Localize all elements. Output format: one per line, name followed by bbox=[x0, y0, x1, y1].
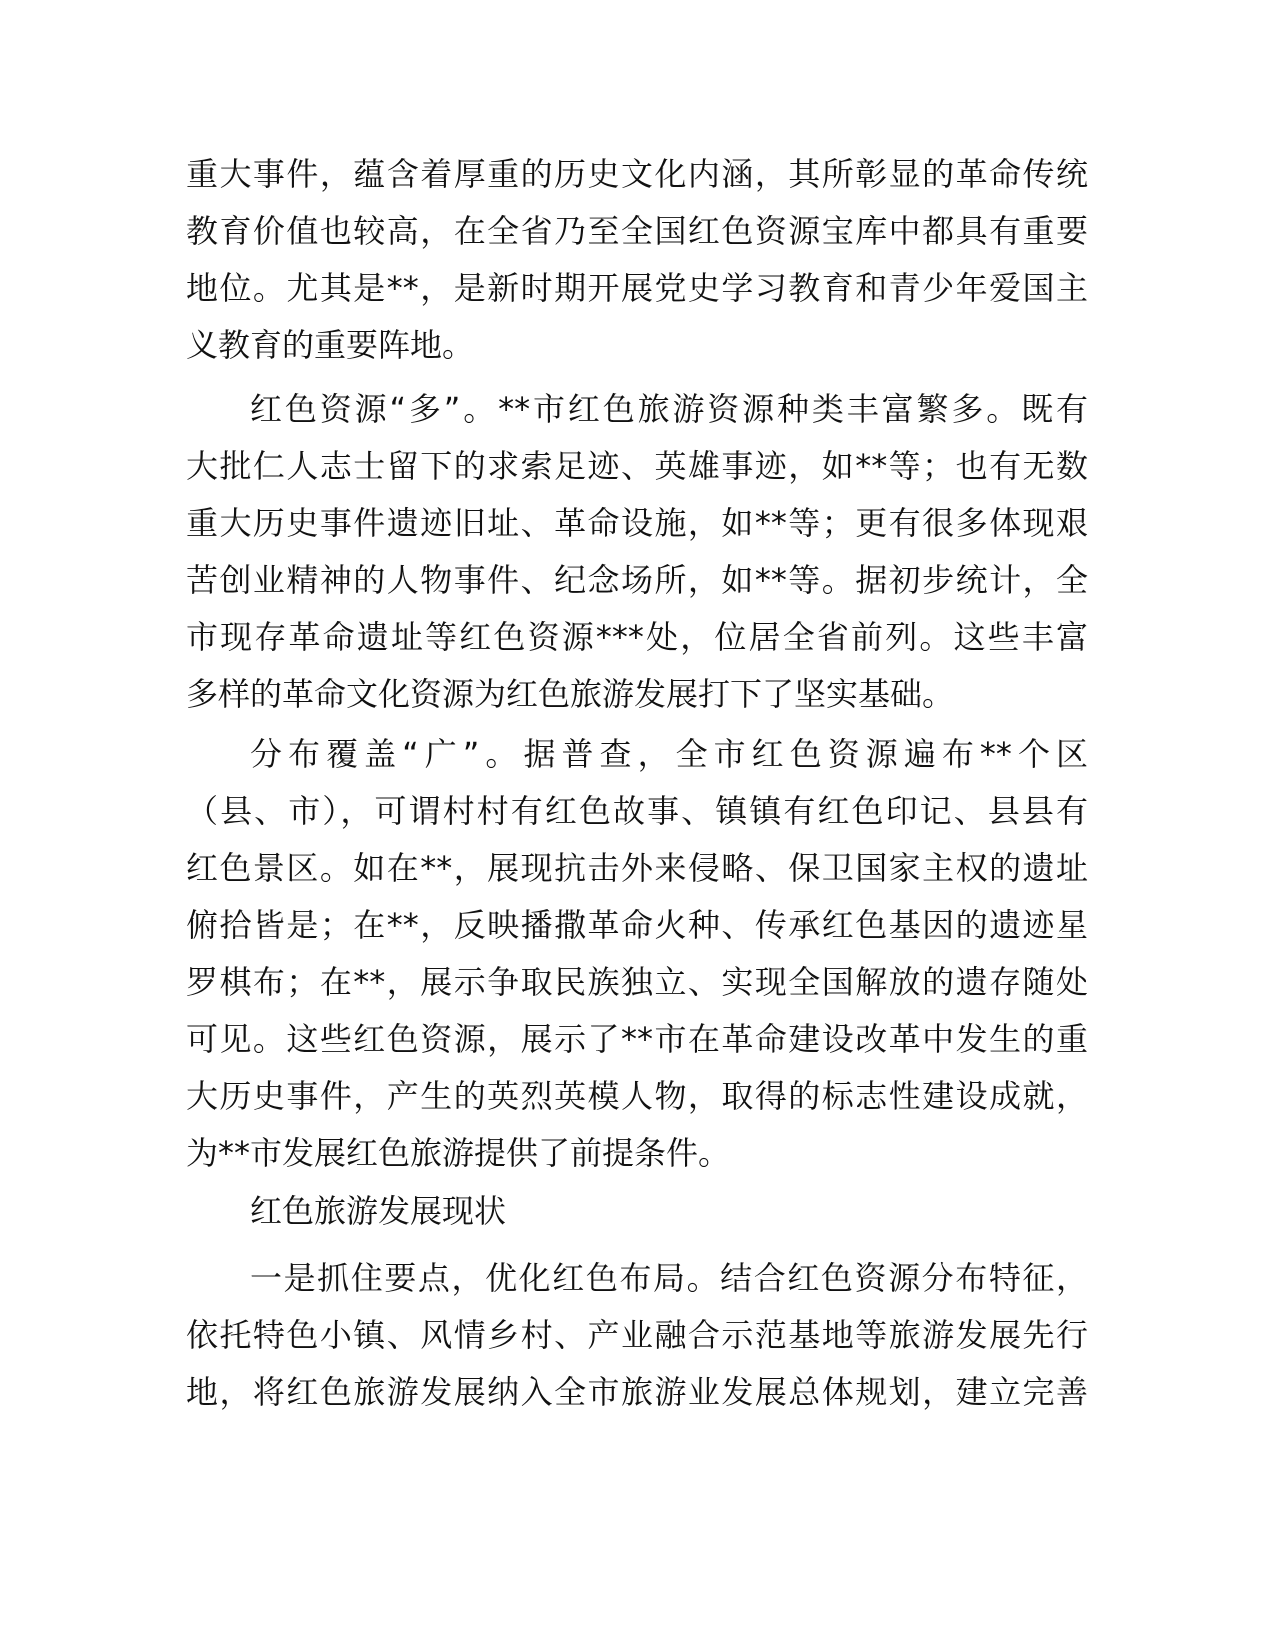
paragraph-2-line-1: 红色资源“多”。**市红色旅游资源种类丰富繁多。既有 bbox=[250, 390, 1088, 428]
paragraph-1-line-1: 重大事件，蕴含着厚重的历史文化内涵，其所彰显的革命传统 bbox=[186, 155, 1088, 193]
paragraph-2-line-2: 大批仁人志士留下的求索足迹、英雄事迹，如**等；也有无数 bbox=[186, 447, 1088, 485]
paragraph-3-line-4: 俯拾皆是；在**，反映播撒革命火种、传承红色基因的遗迹星 bbox=[186, 906, 1088, 944]
paragraph-3-line-2: （县、市），可谓村村有红色故事、镇镇有红色印记、县县有 bbox=[186, 792, 1088, 830]
paragraph-2-line-3: 重大历史事件遗迹旧址、革命设施，如**等；更有很多体现艰 bbox=[186, 504, 1088, 542]
paragraph-3-line-1: 分布覆盖“广”。据普查，全市红色资源遍布**个区 bbox=[250, 735, 1088, 773]
paragraph-1-line-3: 地位。尤其是**，是新时期开展党史学习教育和青少年爱国主 bbox=[186, 269, 1088, 307]
paragraph-3-line-3: 红色景区。如在**，展现抗击外来侵略、保卫国家主权的遗址 bbox=[186, 849, 1088, 887]
paragraph-1-line-2: 教育价值也较高，在全省乃至全国红色资源宝库中都具有重要 bbox=[186, 212, 1088, 250]
section-heading-text: 红色旅游发展现状 bbox=[250, 1192, 507, 1230]
paragraph-3 bbox=[186, 726, 1088, 1182]
paragraph-3-line-8: 为**市发展红色旅游提供了前提条件。 bbox=[186, 1134, 731, 1172]
paragraph-3-line-5: 罗棋布；在**，展示争取民族独立、实现全国解放的遗存随处 bbox=[186, 963, 1088, 1001]
paragraph-4-line-2: 依托特色小镇、风情乡村、产业融合示范基地等旅游发展先行 bbox=[186, 1316, 1088, 1354]
paragraph-4-line-3: 地，将红色旅游发展纳入全市旅游业发展总体规划，建立完善 bbox=[186, 1373, 1088, 1411]
paragraph-1-line-4: 义教育的重要阵地。 bbox=[186, 326, 475, 364]
paragraph-4 bbox=[186, 1250, 1088, 1421]
section-heading bbox=[186, 1183, 1088, 1240]
paragraph-3-line-6: 可见。这些红色资源，展示了**市在革命建设改革中发生的重 bbox=[186, 1020, 1088, 1058]
paragraph-3-line-7: 大历史事件，产生的英烈英模人物，取得的标志性建设成就， bbox=[186, 1077, 1088, 1115]
paragraph-2-line-4: 苦创业精神的人物事件、纪念场所，如**等。据初步统计，全 bbox=[186, 561, 1088, 599]
paragraph-4-line-1: 一是抓住要点，优化红色布局。结合红色资源分布特征， bbox=[250, 1259, 1088, 1297]
paragraph-2-line-6: 多样的革命文化资源为红色旅游发展打下了坚实基础。 bbox=[186, 675, 955, 713]
paragraph-1 bbox=[186, 146, 1088, 374]
paragraph-2-line-5: 市现存革命遗址等红色资源***处，位居全省前列。这些丰富 bbox=[186, 618, 1088, 656]
paragraph-2 bbox=[186, 381, 1088, 723]
